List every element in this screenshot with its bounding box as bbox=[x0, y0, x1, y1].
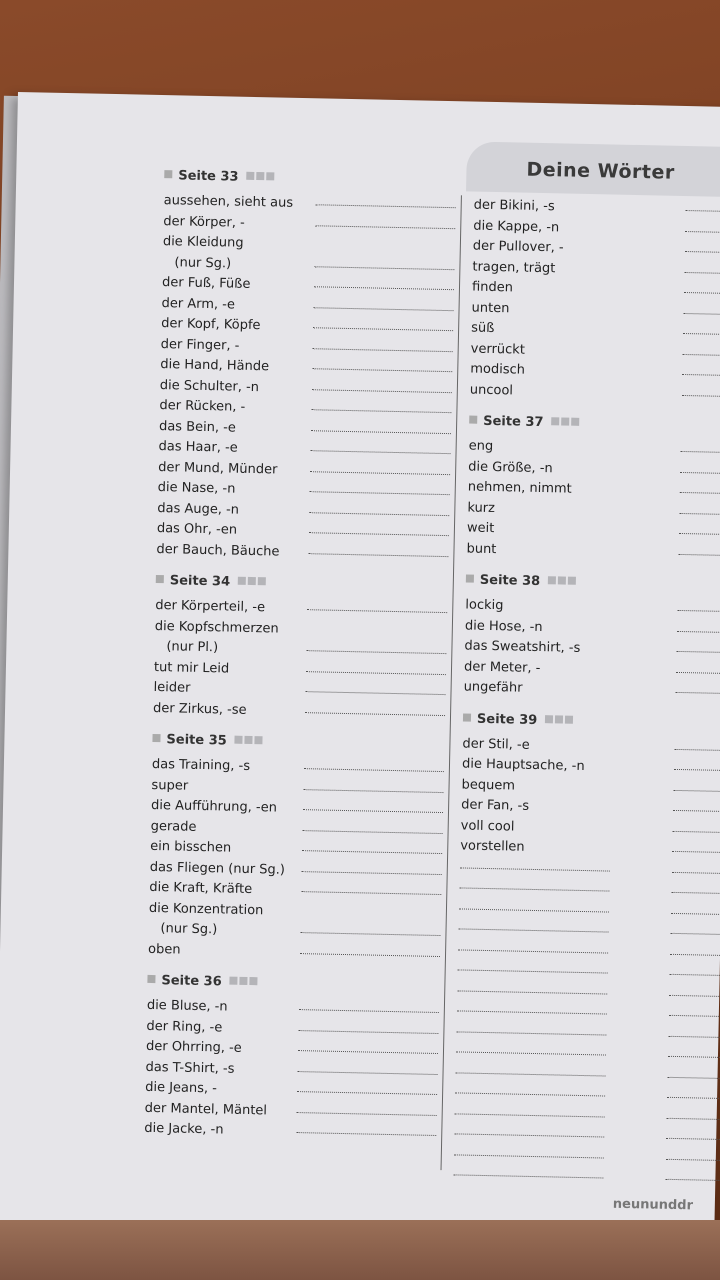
square-bullet-icon bbox=[152, 734, 160, 742]
vocab-word: süß bbox=[470, 320, 495, 337]
vocab-word: der Ohrring, -e bbox=[145, 1038, 242, 1056]
vocab-word: die Kraft, Kräfte bbox=[149, 879, 253, 898]
translation-line[interactable] bbox=[666, 1138, 720, 1140]
translation-line[interactable] bbox=[303, 809, 443, 813]
translation-line[interactable] bbox=[458, 949, 608, 953]
translation-line[interactable] bbox=[684, 271, 720, 273]
translation-line[interactable] bbox=[668, 1056, 720, 1058]
vocab-word: die Kleidung bbox=[162, 234, 244, 251]
section-label: Seite 36 bbox=[161, 973, 222, 990]
square-bullet-icon bbox=[466, 574, 474, 582]
vocab-word: tragen, trägt bbox=[472, 259, 556, 276]
translation-line[interactable] bbox=[459, 908, 609, 912]
translation-line[interactable] bbox=[670, 974, 720, 976]
square-dots-icon bbox=[548, 573, 578, 589]
translation-line[interactable] bbox=[310, 471, 450, 475]
vocab-word: voll cool bbox=[460, 817, 515, 835]
vocab-word: der Bauch, Bäuche bbox=[156, 541, 280, 560]
translation-line[interactable] bbox=[679, 512, 720, 514]
vocab-word: das Bein, -e bbox=[158, 418, 237, 436]
translation-line[interactable] bbox=[304, 768, 444, 772]
vocab-word: eng bbox=[468, 438, 494, 455]
translation-line[interactable] bbox=[460, 867, 610, 871]
vocab-word: die Schulter, -n bbox=[159, 377, 260, 395]
vocab-word: die Kappe, -n bbox=[473, 218, 560, 235]
square-dots-icon bbox=[238, 574, 268, 590]
vocab-word: der Fan, -s bbox=[461, 797, 530, 814]
vocab-word: super bbox=[151, 777, 189, 794]
translation-line[interactable] bbox=[459, 887, 609, 891]
section-label: Seite 39 bbox=[476, 711, 538, 728]
vocab-word: (nur Sg.) bbox=[160, 921, 218, 938]
vocab-word: (nur Pl.) bbox=[166, 639, 219, 656]
vocab-word: das Auge, -n bbox=[157, 500, 240, 518]
vocab-row bbox=[470, 380, 720, 406]
vocab-word: ein bisschen bbox=[150, 838, 232, 856]
translation-line[interactable] bbox=[681, 451, 720, 453]
translation-line[interactable] bbox=[674, 748, 720, 750]
section-label: Seite 38 bbox=[479, 572, 541, 590]
vocab-word: die Hand, Hände bbox=[160, 357, 270, 375]
translation-line[interactable] bbox=[302, 871, 442, 875]
vocab-word: modisch bbox=[470, 361, 526, 378]
translation-line[interactable] bbox=[668, 1076, 720, 1078]
vocab-word: die Kopfschmerzen bbox=[154, 618, 279, 637]
translation-line[interactable] bbox=[455, 1092, 605, 1096]
vocab-word: der Pullover, - bbox=[472, 238, 564, 256]
vocab-word: finden bbox=[471, 279, 514, 296]
translation-line[interactable] bbox=[305, 691, 445, 695]
vocab-word: (nur Sg.) bbox=[174, 254, 232, 272]
tablecloth bbox=[0, 1220, 720, 1280]
translation-line[interactable] bbox=[684, 292, 720, 294]
translation-line[interactable] bbox=[457, 1010, 607, 1014]
translation-line[interactable] bbox=[308, 553, 448, 557]
translation-line[interactable] bbox=[314, 286, 454, 290]
square-dots-icon bbox=[545, 712, 575, 728]
translation-line[interactable] bbox=[306, 671, 446, 675]
vocab-word: die Hauptsache, -n bbox=[461, 756, 585, 775]
translation-line[interactable] bbox=[454, 1154, 604, 1158]
vocab-word: verrückt bbox=[470, 341, 526, 358]
translation-line[interactable] bbox=[670, 953, 720, 955]
vocab-word: der Stil, -e bbox=[462, 735, 530, 753]
section-label: Seite 35 bbox=[166, 732, 227, 749]
translation-line[interactable] bbox=[685, 251, 720, 253]
vocab-column-left bbox=[144, 167, 464, 1146]
translation-line[interactable] bbox=[300, 953, 440, 957]
vocab-word: der Arm, -e bbox=[161, 295, 236, 313]
translation-line[interactable] bbox=[685, 231, 720, 233]
square-bullet-icon bbox=[147, 975, 155, 983]
vocab-word: der Rücken, - bbox=[159, 398, 246, 415]
vocab-word: das Ohr, -en bbox=[156, 521, 238, 538]
vocab-word: vorstellen bbox=[460, 838, 525, 855]
vocab-word: die Hose, -n bbox=[464, 617, 543, 635]
vocab-word: uncool bbox=[469, 382, 514, 398]
translation-line[interactable] bbox=[667, 1097, 720, 1099]
translation-line[interactable] bbox=[680, 471, 720, 473]
translation-line[interactable] bbox=[305, 712, 445, 716]
vocab-word: das Sweatshirt, -s bbox=[464, 638, 581, 656]
square-dots-icon bbox=[246, 169, 276, 185]
vocab-word: tut mir Leid bbox=[153, 659, 230, 677]
translation-line[interactable] bbox=[456, 1072, 606, 1076]
vocab-word: der Fuß, Füße bbox=[161, 275, 251, 292]
vocab-word: die Nase, -n bbox=[157, 480, 236, 497]
translation-line[interactable] bbox=[674, 769, 720, 771]
translation-line[interactable] bbox=[456, 1031, 606, 1035]
translation-line[interactable] bbox=[679, 533, 720, 535]
page-title: Deine Wörter bbox=[526, 158, 675, 184]
vocab-word: das Fliegen (nur Sg.) bbox=[149, 859, 286, 878]
translation-line[interactable] bbox=[311, 430, 451, 434]
vocab-word: das T-Shirt, -s bbox=[145, 1059, 235, 1077]
section-label: Seite 34 bbox=[169, 573, 231, 590]
vocab-word: der Bikini, -s bbox=[473, 197, 555, 215]
translation-line[interactable] bbox=[311, 450, 451, 454]
square-dots-icon bbox=[551, 414, 581, 430]
vocab-word: die Aufführung, -en bbox=[150, 797, 278, 816]
vocab-word: der Zirkus, -se bbox=[152, 700, 247, 718]
vocab-word: die Bluse, -n bbox=[146, 997, 228, 1015]
translation-line[interactable] bbox=[672, 871, 720, 873]
translation-line[interactable] bbox=[296, 1132, 436, 1136]
translation-line[interactable] bbox=[667, 1117, 720, 1119]
translation-line[interactable] bbox=[671, 892, 720, 894]
translation-line[interactable] bbox=[456, 1051, 606, 1055]
translation-line[interactable] bbox=[315, 225, 455, 229]
translation-line[interactable] bbox=[303, 789, 443, 793]
translation-line[interactable] bbox=[313, 348, 453, 352]
translation-line[interactable] bbox=[297, 1091, 437, 1095]
vocab-word: der Mantel, Mäntel bbox=[144, 1100, 268, 1118]
translation-line[interactable] bbox=[316, 204, 456, 208]
vocab-word: gerade bbox=[150, 818, 197, 835]
translation-line[interactable] bbox=[314, 307, 454, 311]
translation-line[interactable] bbox=[665, 1179, 720, 1181]
vocab-word: der Körper, - bbox=[163, 213, 245, 231]
vocab-word: der Finger, - bbox=[160, 336, 240, 354]
translation-line[interactable] bbox=[457, 990, 607, 994]
page-number-label: neununddr bbox=[612, 1196, 694, 1214]
translation-line[interactable] bbox=[682, 374, 720, 376]
vocab-word: oben bbox=[147, 941, 181, 958]
translation-line[interactable] bbox=[311, 409, 451, 413]
translation-line[interactable] bbox=[454, 1133, 604, 1137]
vocab-word: nehmen, nimmt bbox=[467, 479, 572, 497]
square-bullet-icon bbox=[469, 416, 477, 424]
translation-line[interactable] bbox=[309, 512, 449, 516]
translation-line[interactable] bbox=[683, 353, 720, 355]
vocab-word: das Training, -s bbox=[151, 756, 251, 775]
translation-line[interactable] bbox=[668, 1035, 720, 1037]
vocab-word: kurz bbox=[467, 500, 496, 516]
vocab-word: der Ring, -e bbox=[146, 1018, 223, 1035]
translation-line[interactable] bbox=[306, 650, 446, 654]
translation-line[interactable] bbox=[455, 1113, 605, 1117]
translation-line[interactable] bbox=[312, 368, 452, 372]
vocab-word: die Jacke, -n bbox=[144, 1120, 224, 1138]
section-label: Seite 37 bbox=[483, 413, 544, 431]
vocab-row bbox=[466, 539, 720, 565]
translation-line[interactable] bbox=[677, 610, 720, 612]
translation-line[interactable] bbox=[674, 789, 720, 791]
square-bullet-icon bbox=[463, 713, 471, 721]
translation-line[interactable] bbox=[310, 491, 450, 495]
translation-line[interactable] bbox=[669, 994, 720, 996]
vocab-word: der Körperteil, -e bbox=[155, 597, 266, 616]
vocab-word: die Konzentration bbox=[148, 900, 264, 918]
translation-line[interactable] bbox=[303, 830, 443, 834]
vocab-word: ungefähr bbox=[463, 679, 523, 696]
translation-line[interactable] bbox=[299, 1009, 439, 1013]
vocab-word: der Mund, Münder bbox=[158, 459, 278, 478]
translation-line[interactable] bbox=[307, 609, 447, 613]
translation-line[interactable] bbox=[314, 266, 454, 270]
vocab-word: der Kopf, Köpfe bbox=[161, 316, 261, 334]
translation-line[interactable] bbox=[302, 850, 442, 854]
square-dots-icon bbox=[235, 733, 265, 749]
translation-line[interactable] bbox=[680, 492, 720, 494]
vocab-word: die Jeans, - bbox=[145, 1079, 218, 1097]
translation-line[interactable] bbox=[683, 333, 720, 335]
section-label: Seite 33 bbox=[178, 168, 239, 185]
workbook-page bbox=[0, 92, 720, 1267]
translation-line[interactable] bbox=[309, 532, 449, 536]
translation-line[interactable] bbox=[671, 933, 720, 935]
translation-line[interactable] bbox=[301, 891, 441, 895]
translation-line[interactable] bbox=[672, 851, 720, 853]
translation-line[interactable] bbox=[298, 1071, 438, 1075]
translation-line[interactable] bbox=[666, 1158, 720, 1160]
translation-line[interactable] bbox=[676, 651, 720, 653]
translation-line[interactable] bbox=[686, 210, 720, 212]
translation-line[interactable] bbox=[313, 327, 453, 331]
vocab-word: das Haar, -e bbox=[158, 439, 238, 456]
translation-line[interactable] bbox=[458, 969, 608, 973]
square-bullet-icon bbox=[164, 170, 172, 178]
translation-line[interactable] bbox=[312, 389, 452, 393]
translation-line[interactable] bbox=[669, 1015, 720, 1017]
translation-line[interactable] bbox=[677, 630, 720, 632]
square-dots-icon bbox=[230, 974, 260, 990]
translation-line[interactable] bbox=[676, 692, 720, 694]
vocab-column-middle bbox=[453, 196, 720, 1191]
vocab-word: aussehen, sieht aus bbox=[163, 193, 294, 211]
translation-line[interactable] bbox=[298, 1050, 438, 1054]
translation-line[interactable] bbox=[682, 394, 720, 396]
translation-line[interactable] bbox=[297, 1112, 437, 1116]
translation-line[interactable] bbox=[298, 1030, 438, 1034]
translation-line[interactable] bbox=[676, 671, 720, 673]
vocab-word: bunt bbox=[466, 540, 497, 557]
translation-line[interactable] bbox=[673, 810, 720, 812]
vocab-word: weit bbox=[466, 520, 495, 537]
translation-line[interactable] bbox=[459, 928, 609, 932]
translation-line[interactable] bbox=[300, 932, 440, 936]
vocab-word: der Meter, - bbox=[463, 658, 541, 676]
vocab-word: bequem bbox=[461, 776, 516, 794]
vocab-row bbox=[463, 677, 720, 703]
vocab-word: die Größe, -n bbox=[468, 459, 553, 476]
translation-line[interactable] bbox=[671, 912, 720, 914]
translation-line[interactable] bbox=[684, 312, 720, 314]
translation-line[interactable] bbox=[673, 830, 720, 832]
translation-line[interactable] bbox=[453, 1174, 603, 1178]
square-bullet-icon bbox=[156, 575, 164, 583]
vocab-word: unten bbox=[471, 300, 510, 316]
vocab-word: leider bbox=[153, 679, 191, 696]
translation-line[interactable] bbox=[678, 553, 720, 555]
vocab-word: lockig bbox=[465, 597, 504, 614]
